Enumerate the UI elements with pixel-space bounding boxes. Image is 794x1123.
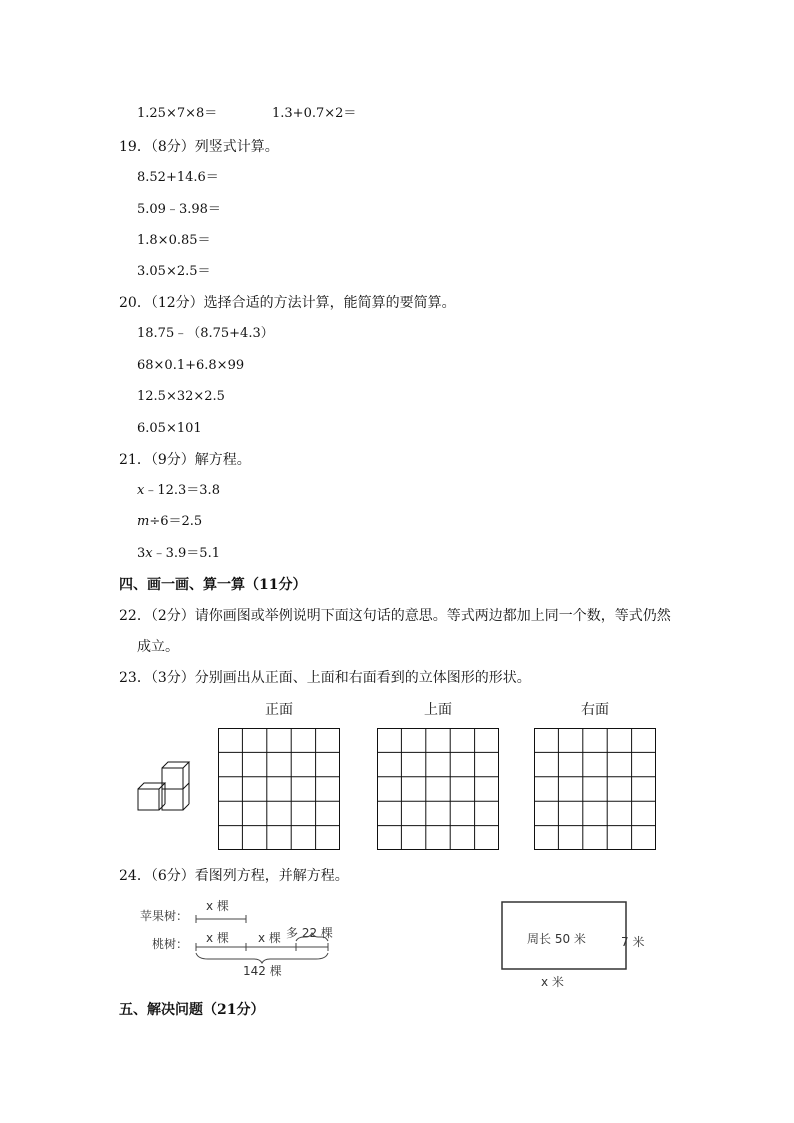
q19-item-1: 8.52+14.6＝ bbox=[137, 170, 219, 185]
view-label-top: 上面 bbox=[424, 702, 452, 718]
apple-tree-label: 苹果树： bbox=[140, 909, 189, 923]
section-4-heading: 四、画一画、算一算（11分） bbox=[119, 577, 307, 593]
q19-item-4: 3.05×2.5＝ bbox=[137, 264, 211, 279]
peach-x1-label: x 棵 bbox=[206, 931, 229, 945]
perimeter-label: 周长 50 米 bbox=[527, 932, 586, 946]
rectangle-diagram bbox=[495, 895, 665, 990]
total-142-label: 142 棵 bbox=[243, 964, 282, 978]
q21-var-x3: x bbox=[145, 546, 153, 561]
bottom-x-label: x 米 bbox=[541, 975, 564, 989]
apple-x-label: x 棵 bbox=[206, 899, 229, 913]
peach-x2-label: x 棵 bbox=[258, 931, 281, 945]
section-5-heading: 五、解决问题（21分） bbox=[119, 1002, 265, 1018]
question-23: 23．（3分）分别画出从正面、上面和右面看到的立体图形的形状。 bbox=[119, 670, 531, 686]
question-19: 19．（8分）列竖式计算。 bbox=[119, 139, 279, 155]
q21-rest-2: ÷6＝2.5 bbox=[149, 514, 203, 529]
tree-bars bbox=[138, 893, 358, 983]
view-label-right: 右面 bbox=[581, 702, 609, 718]
side-7m-label: 7 米 bbox=[621, 935, 645, 949]
q21-item-1 bbox=[137, 482, 220, 500]
peach-tree-label: 桃树： bbox=[152, 937, 189, 951]
question-22-cont: 成立。 bbox=[137, 639, 179, 655]
q21-rest-1: ﹣12.3＝3.8 bbox=[144, 483, 220, 498]
question-24: 24．（6分）看图列方程，并解方程。 bbox=[119, 868, 349, 884]
q19-item-3: 1.8×0.85＝ bbox=[137, 233, 211, 248]
cube-stack-drawing bbox=[134, 756, 194, 816]
question-22: 22．（2分）请你画图或举例说明下面这句话的意思。等式两边都加上同一个数，等式仍然 bbox=[119, 608, 671, 624]
q21-var-m: m bbox=[137, 514, 150, 529]
q20-item-3: 12.5×32×2.5 bbox=[137, 389, 225, 404]
tree-diagram bbox=[138, 893, 358, 983]
q21-item-2 bbox=[137, 513, 202, 531]
grid-right[interactable] bbox=[534, 728, 656, 850]
q19-item-2: 5.09﹣3.98＝ bbox=[137, 202, 221, 217]
expr-1-3-plus: 1.3+0.7×2＝ bbox=[272, 106, 357, 121]
more-22-label: 多 22 棵 bbox=[286, 926, 333, 940]
q21-coef-3: 3 bbox=[137, 546, 146, 561]
grid-front[interactable] bbox=[218, 728, 340, 850]
q21-var-x: x bbox=[137, 483, 145, 498]
q20-item-2: 68×0.1+6.8×99 bbox=[137, 358, 245, 373]
question-20: 20．（12分）选择合适的方法计算，能简算的要简算。 bbox=[119, 295, 456, 311]
q21-item-3 bbox=[137, 545, 220, 563]
q21-rest-3: ﹣3.9＝5.1 bbox=[152, 546, 220, 561]
grid-top[interactable] bbox=[377, 728, 499, 850]
q20-item-1: 18.75﹣（8.75+4.3） bbox=[137, 326, 274, 341]
q20-item-4: 6.05×101 bbox=[137, 421, 202, 436]
expr-1-25x7x8: 1.25×7×8＝ bbox=[137, 106, 218, 121]
question-21: 21．（9分）解方程。 bbox=[119, 452, 251, 468]
view-label-front: 正面 bbox=[265, 702, 293, 718]
